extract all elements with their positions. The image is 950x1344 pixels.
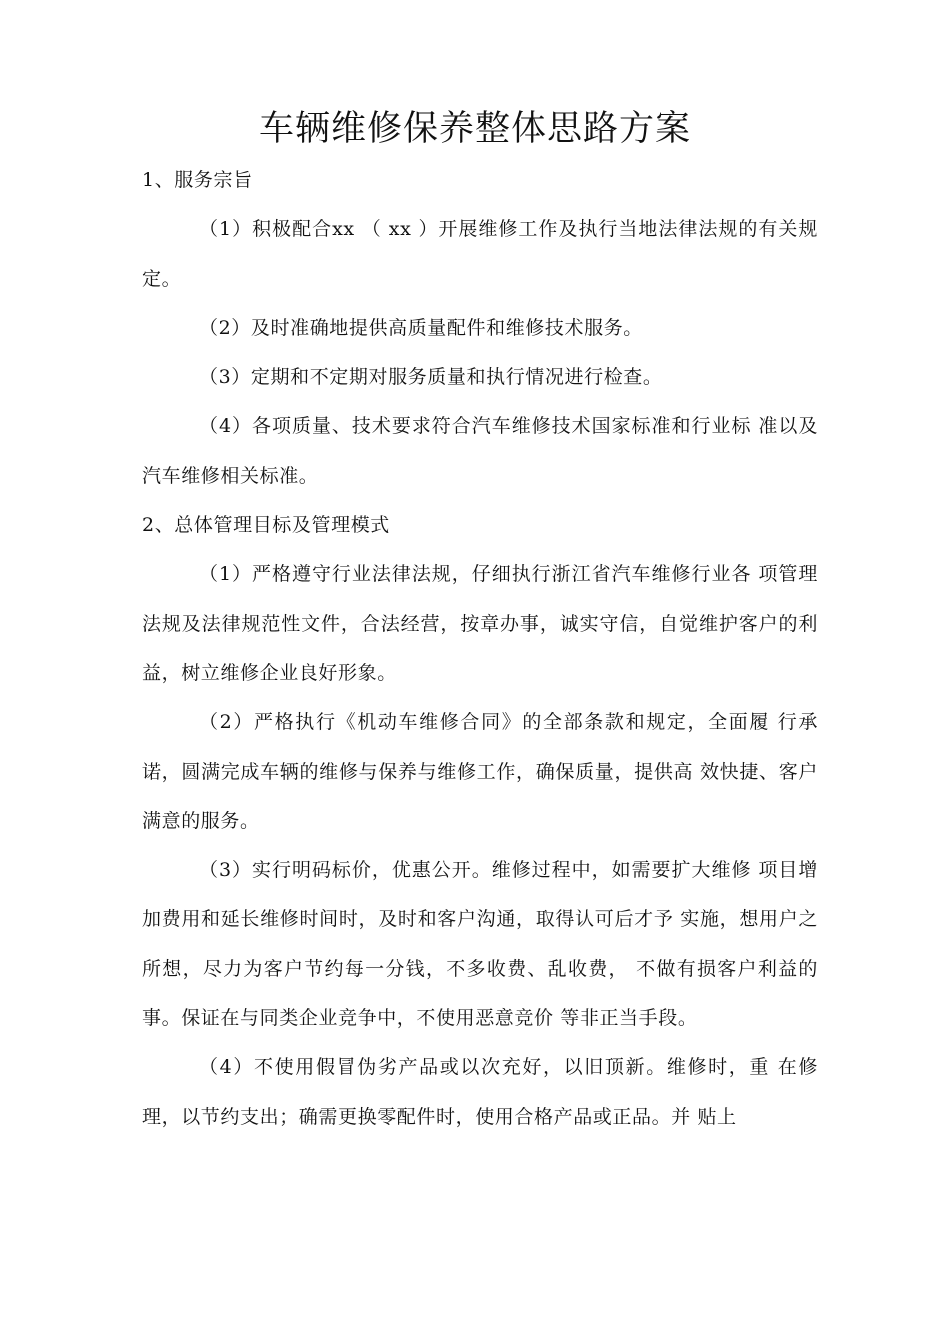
- paragraph-2-3: （3）实行明码标价，优惠公开。维修过程中，如需要扩大维修 项目增加费用和延长维修时间时，及时和客户沟通，取得认可后才予 实施，想用户之所想，尽力为客户节约每一分钱，不多收费、乱收费， 不做有损客户利益的事。保证在与同类企业竞争中，不使用恶意竞价 等非正当手段。: [142, 859, 818, 1030]
- section-heading-2: 2、总体管理目标及管理模式: [142, 514, 390, 537]
- paragraph-1-2: （2）及时准确地提供高质量配件和维修技术服务。: [199, 316, 643, 339]
- section-heading-1: 1、服务宗旨: [142, 169, 253, 191]
- paragraph-2-1: （1）严格遵守行业法律法规，仔细执行浙江省汽车维修行业各 项管理法规及法律规范性文件，合法经营，按章办事，诚实守信，自觉维护客户的利益，树立维修企业良好形象。: [142, 563, 818, 684]
- paragraph-2-2: （2）严格执行《机动车维修合同》的全部条款和规定，全面履 行承诺，圆满完成车辆的维修与保养与维修工作，确保质量，提供高 效快捷、客户满意的服务。: [142, 711, 818, 832]
- document-body: [142, 156, 818, 1142]
- paragraph-2-4: （4）不使用假冒伪劣产品或以次充好，以旧顶新。维修时，重 在修理，以节约支出；确需更换零配件时，使用合格产品或正品。并 贴上: [142, 1056, 818, 1128]
- paragraph-1-3: （3）定期和不定期对服务质量和执行情况进行检查。: [199, 366, 663, 389]
- paragraph-1-4: （4）各项质量、技术要求符合汽车维修技术国家标准和行业标 准以及汽车维修相关标准。: [142, 415, 818, 487]
- document-title: 车辆维修保养整体思路方案: [258, 109, 691, 149]
- paragraph-1-1: （1）积极配合xx （ xx ）开展维修工作及执行当地法律法规的有关规定。: [142, 218, 818, 290]
